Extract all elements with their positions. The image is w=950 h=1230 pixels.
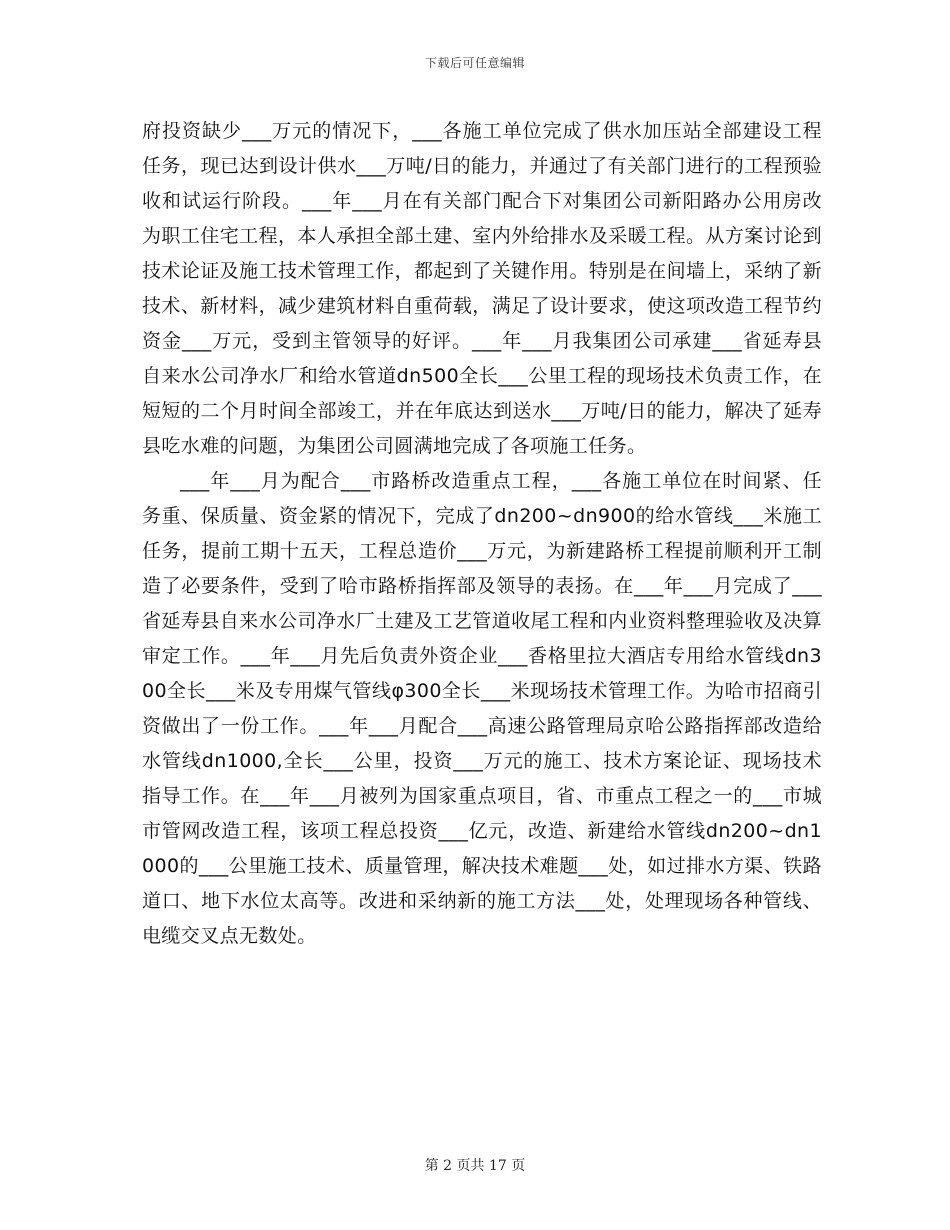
paragraph-2: ___年___月为配合___市路桥改造重点工程，___各施工单位在时间紧、任务重、保质量、资金紧的情况下，完成了dn200~dn900的给水管线___米施工任务，提前工期十五天，工程总造价___万元，为新建路桥工程提前顺利开工制造了必要条件，受到了哈市路桥指挥部及领导的表扬。在___年___月完成了___省延寿县自来水公司净水厂土建及工艺管道收尾工程和内业资料整理验收及决算审定工作。___年___月先后负责外资企业___香格里拉大酒店专用给水管线dn300全长___米及专用煤气管线φ300全长___米现场技术管理工作。为哈市招商引资做出了一份工作。___年___月配合___高速公路管理局京哈公路指挥部改造给水管线dn1000,全长___公里，投资___万元的施工、技术方案论证、现场技术指导工作。在___年___月被列为国家重点项目，省、市重点工程之一的___市城市管网改造工程，该项工程总投资___亿元，改造、新建给水管线dn200~dn1000的___公里施工技术、质量管理，解决技术难题___处，如过排水方渠、铁路道口、地下水位太高等。改进和采纳新的施工方法___处，处理现场各种管线、电缆交叉点无数处。: [142, 470, 822, 947]
paragraph-1: 府投资缺少___万元的情况下，___各施工单位完成了供水加压站全部建设工程任务，现已达到设计供水___万吨/日的能力，并通过了有关部门进行的工程预验收和试运行阶段。___年___月在有关部门配合下对集团公司新阳路办公用房改为职工住宅工程，本人承担全部土建、室内外给排水及采暖工程。从方案讨论到技术论证及施工技术管理工作，都起到了关键作用。特别是在间墙上，采纳了新技术、新材料，减少建筑材料自重荷载，满足了设计要求，使这项改造工程节约资金___万元，受到主管领导的好评。___年___月我集团公司承建___省延寿县自来水公司净水厂和给水管道dn500全长___公里工程的现场技术负责工作，在短短的二个月时间全部竣工，并在年底达到送水___万吨/日的能力，解决了延寿县吃水难的问题，为集团公司圆满地完成了各项施工任务。: [142, 120, 822, 457]
page-number: 第 2 页共 17 页: [424, 1158, 526, 1174]
document-body: [142, 114, 822, 954]
page-header-note: 下载后可任意编辑: [424, 56, 525, 70]
